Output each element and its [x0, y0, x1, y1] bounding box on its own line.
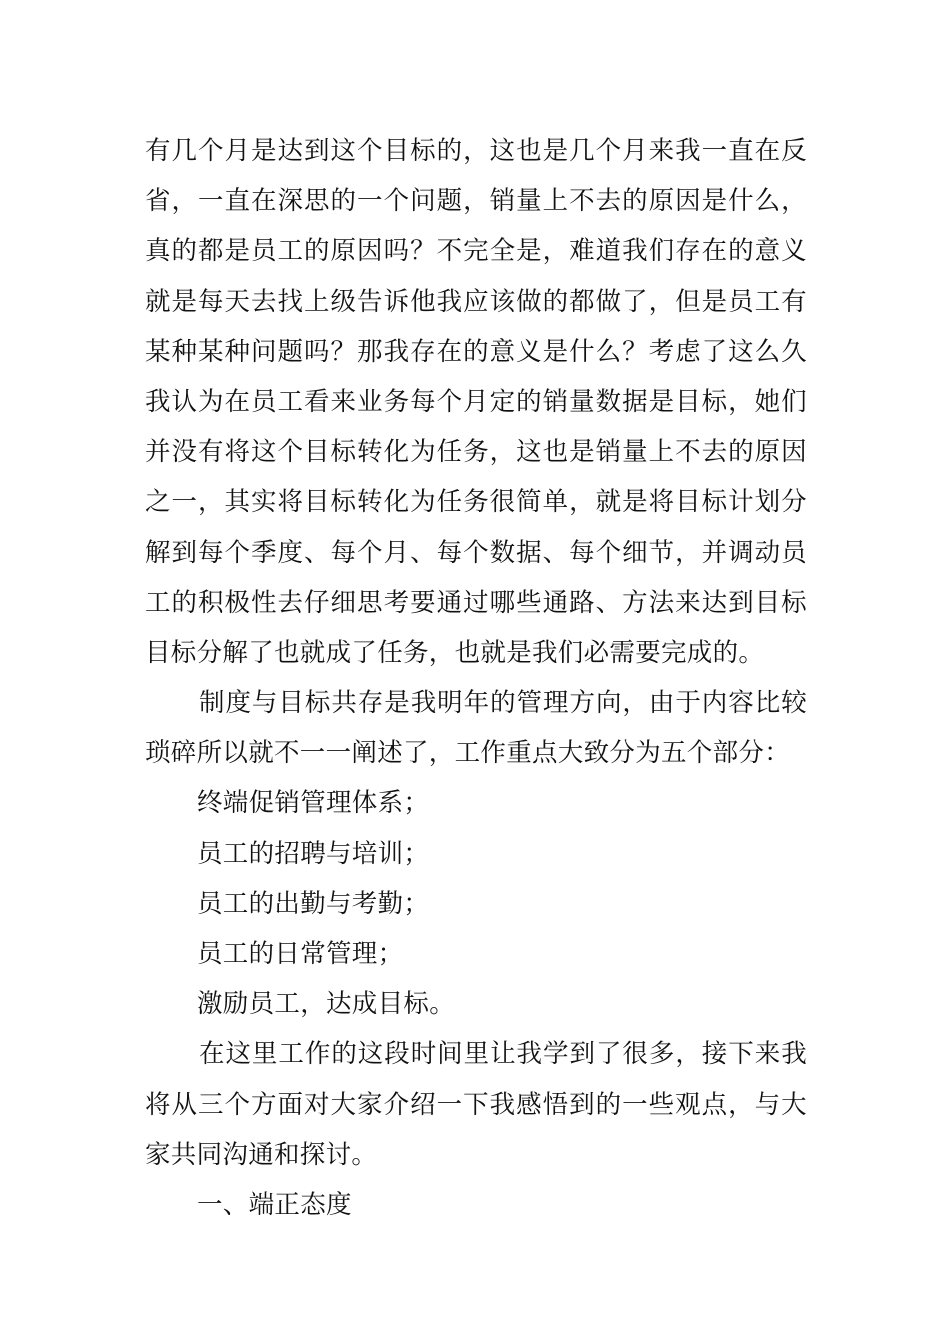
- paragraph-line: 之一，其实将目标转化为任务很简单，就是将目标计划分: [145, 487, 807, 518]
- paragraph-2: [145, 678, 807, 778]
- paragraph-line: 家共同沟通和探讨。: [145, 1139, 378, 1170]
- paragraph-line: 在这里工作的这段时间里让我学到了很多，接下来我: [199, 1039, 807, 1070]
- list-item: 员工的出勤与考勤；: [197, 888, 430, 919]
- paragraph-line: 我认为在员工看来业务每个月定的销量数据是目标，她们: [145, 386, 807, 417]
- paragraph-line: 省，一直在深思的一个问题，销量上不去的原因是什么，: [145, 186, 807, 217]
- paragraph-line: 有几个月是达到这个目标的，这也是几个月来我一直在反: [145, 136, 807, 166]
- list-item: 激励员工，达成目标。: [197, 989, 456, 1020]
- paragraph-line: 解到每个季度、每个月、每个数据、每个细节，并调动员: [145, 537, 807, 568]
- section-heading: 一、端正态度: [197, 1189, 352, 1220]
- paragraph-line: 工的积极性去仔细思考要通过哪些通路、方法来达到目标: [145, 587, 807, 618]
- paragraph-3: [145, 1029, 807, 1180]
- list-item: 员工的招聘与培训；: [197, 838, 430, 869]
- focus-list: [145, 778, 807, 1029]
- list-item: 终端促销管理体系；: [197, 788, 430, 819]
- paragraph-line: 某种某种问题吗？那我存在的意义是什么？考虑了这么久: [145, 336, 807, 367]
- paragraph-line: 将从三个方面对大家介绍一下我感悟到的一些观点，与大: [145, 1089, 807, 1120]
- paragraph-line: 目标分解了也就成了任务，也就是我们必需要完成的。: [145, 637, 765, 668]
- list-item: 员工的日常管理；: [197, 939, 404, 969]
- paragraph-line: 真的都是员工的原因吗？不完全是，难道我们存在的意义: [145, 236, 807, 267]
- paragraph-line: 琐碎所以就不一一阐述了，工作重点大致分为五个部分：: [145, 738, 791, 769]
- paragraph-line: 制度与目标共存是我明年的管理方向，由于内容比较: [199, 688, 807, 719]
- paragraph-1: [145, 126, 807, 678]
- document-body: [145, 126, 807, 1230]
- paragraph-line: 并没有将这个目标转化为任务，这也是销量上不去的原因: [145, 437, 807, 468]
- paragraph-line: 就是每天去找上级告诉他我应该做的都做了，但是员工有: [145, 286, 807, 317]
